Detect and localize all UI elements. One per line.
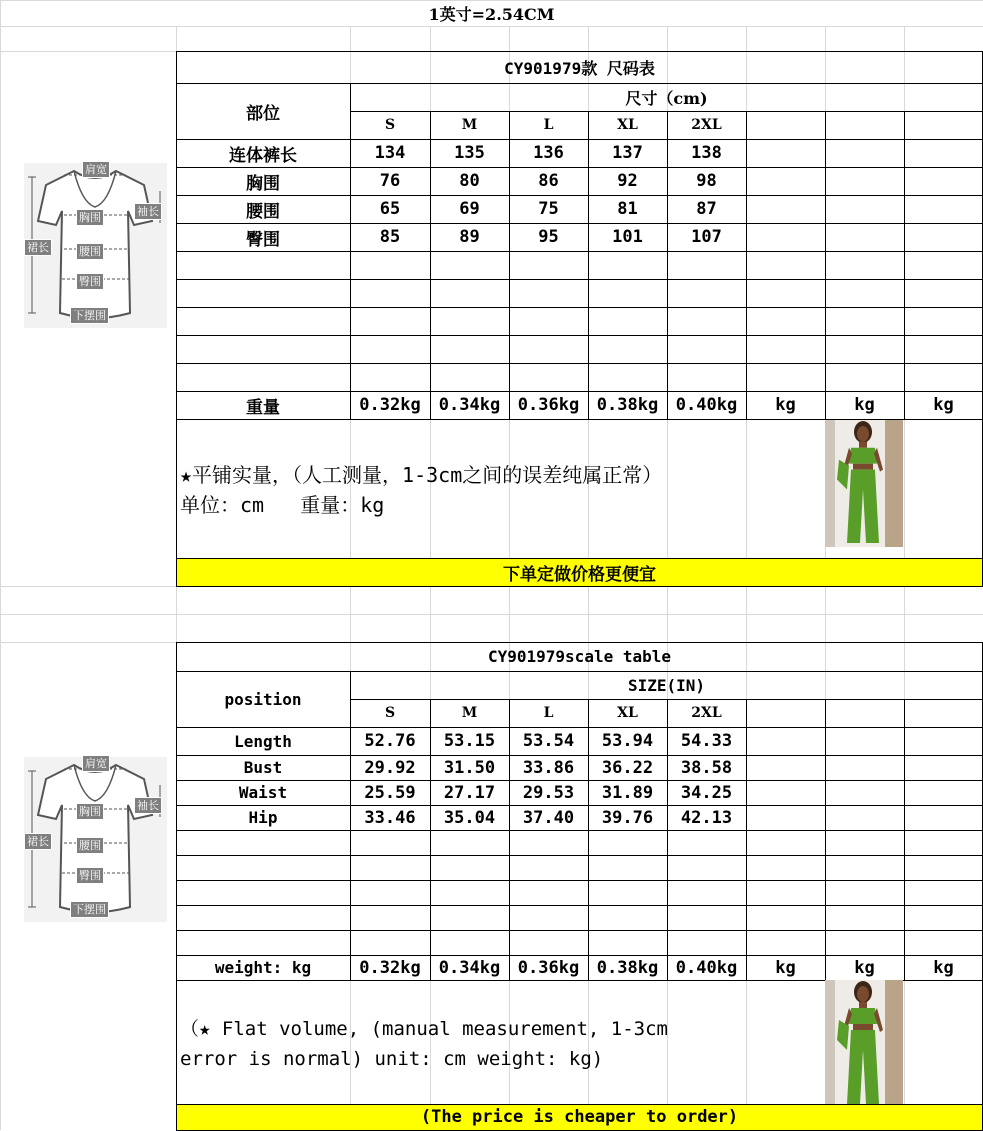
in-table-cell: 31.89 <box>601 782 654 803</box>
cm-table-note-line2: 单位：cm 重量：kg <box>180 493 385 517</box>
in-table-cell: 52.76 <box>364 731 416 751</box>
cm-table-cell: 69 <box>459 199 480 219</box>
cm-table-note-line1: ★平铺实量，（人工测量，1-3cm之间的误差纯属正常） <box>180 463 663 487</box>
in-table-note-line2: error is normal) unit: cm weight: kg) <box>180 1048 604 1070</box>
cm-table-size-xl: XL <box>617 117 638 133</box>
cm-table-size-s: S <box>384 117 396 133</box>
diagram-label: 腰围 <box>76 243 104 260</box>
in-table-weight-cell: 0.40kg <box>675 957 738 978</box>
diagram-label: 胸围 <box>76 803 104 820</box>
cm-table-row-label: 臀围 <box>246 229 280 250</box>
in-table-product-photo <box>825 980 903 1108</box>
cm-table-cell: 87 <box>696 199 717 219</box>
cm-table-footer: 下单定做价格更便宜 <box>503 564 656 585</box>
in-table-rule <box>825 699 826 980</box>
in-table-cell: 36.22 <box>601 757 654 778</box>
cm-table-cell: 138 <box>691 143 722 163</box>
cm-table-cell: 107 <box>691 227 722 247</box>
cm-table-cell: 89 <box>459 227 480 247</box>
in-table-weight-cell: kg <box>933 957 954 978</box>
cm-table-cell: 80 <box>459 171 480 191</box>
in-table-cell: 27.17 <box>443 782 496 803</box>
cm-table-part-header: 部位 <box>246 103 280 124</box>
diagram-label: 肩宽 <box>82 755 110 772</box>
cm-table-rule <box>176 335 983 336</box>
in-table-size-s: S <box>384 705 396 721</box>
in-table-cell: 31.50 <box>443 757 496 778</box>
in-table-size-header: SIZE(IN) <box>627 675 706 695</box>
in-table-weight-cell: kg <box>854 957 875 978</box>
diagram-label: 臀围 <box>76 867 104 884</box>
cm-table-rule <box>746 111 747 419</box>
cm-table-cell: 134 <box>374 143 406 163</box>
cm-table-product-photo <box>825 420 903 547</box>
in-table-weight-cell: 0.32kg <box>359 957 421 978</box>
cm-table-row-label: 腰围 <box>246 201 280 222</box>
in-table-cell: 29.92 <box>364 757 416 778</box>
cm-table-row-label: 连体裤长 <box>229 145 297 166</box>
diagram-label: 下摆围 <box>70 307 109 324</box>
in-table-rule <box>176 905 983 906</box>
cm-table-rule <box>825 111 826 419</box>
cm-table-row-label: 胸围 <box>246 173 280 194</box>
cm-table-weight-cell: 0.38kg <box>596 395 659 415</box>
in-table-rule <box>904 699 905 980</box>
cm-table-size-l: L <box>543 117 554 133</box>
cm-table-cell: 101 <box>612 227 643 247</box>
in-table-cell: 42.13 <box>680 807 733 828</box>
in-table-cell: 54.33 <box>680 731 733 751</box>
in-table-size-xl: XL <box>617 705 638 721</box>
cm-table-weight-cell: kg <box>854 395 875 415</box>
cm-table-cell: 85 <box>379 227 401 247</box>
cm-garment-diagram <box>24 163 167 328</box>
in-table-cell: 37.40 <box>522 807 575 828</box>
cm-table-cell: 95 <box>538 227 559 247</box>
cm-table-weight-cell: 0.32kg <box>359 395 421 415</box>
model-image <box>825 420 903 547</box>
cm-table-note <box>180 460 820 520</box>
cm-table-weight-label: 重量 <box>246 397 280 418</box>
diagram-label: 臀围 <box>76 273 104 290</box>
in-table-cell: 39.76 <box>601 807 654 828</box>
diagram-label: 腰围 <box>76 837 104 854</box>
cm-table-rule <box>176 251 983 252</box>
gridline <box>0 614 983 615</box>
in-table-weight-cell: 0.34kg <box>438 957 501 978</box>
in-table-note-line1: （★ Flat volume, (manual measurement, 1-3cm <box>180 1018 668 1040</box>
cm-table-rule <box>176 363 983 364</box>
cm-table-cell: 76 <box>379 171 401 191</box>
in-table-row-label: Bust <box>243 758 283 777</box>
in-garment-diagram <box>24 757 167 922</box>
in-table-row-label: Hip <box>248 808 278 827</box>
in-table-size-m: M <box>461 705 478 721</box>
in-table-row-label: Length <box>234 731 292 751</box>
in-table-cell: 53.94 <box>601 731 654 751</box>
in-table-cell: 53.15 <box>443 731 496 751</box>
in-table-weight-cell: kg <box>775 957 796 978</box>
gridline <box>0 0 1 1130</box>
conversion-note: 1英寸=2.54CM <box>428 4 555 24</box>
in-table-size-2xl: 2XL <box>691 705 722 721</box>
in-table-cell: 29.53 <box>522 782 575 803</box>
in-table-weight-cell: 0.36kg <box>517 957 580 978</box>
in-table-weight-cell: 0.38kg <box>596 957 659 978</box>
in-table-cell: 33.86 <box>522 757 575 778</box>
in-table-part-header: position <box>224 689 302 709</box>
cm-table-rule <box>176 307 983 308</box>
in-table-title: CY901979scale table <box>487 647 672 666</box>
cm-table-cell: 92 <box>617 171 638 191</box>
diagram-label: 肩宽 <box>82 161 110 178</box>
cm-table-size-2xl: 2XL <box>691 117 722 133</box>
diagram-label: 袖长 <box>134 203 162 220</box>
diagram-label: 胸围 <box>76 209 104 226</box>
cm-table-size-m: M <box>461 117 478 133</box>
in-table-size-l: L <box>543 705 554 721</box>
model-image <box>825 980 903 1108</box>
cm-table-size-header: 尺寸（cm) <box>625 88 708 108</box>
diagram-label: 裙长 <box>24 833 52 850</box>
cm-table-cell: 75 <box>538 199 559 219</box>
in-table-footer: (The price is cheaper to order) <box>420 1107 739 1127</box>
diagram-label: 下摆围 <box>70 901 109 918</box>
cm-table-border <box>176 586 983 587</box>
in-table-rule <box>746 699 747 980</box>
cm-table-cell: 86 <box>538 171 559 191</box>
in-table-rule <box>176 855 983 856</box>
cm-table-rule <box>904 111 905 419</box>
cm-table-cell: 135 <box>454 143 485 163</box>
cm-table-cell: 136 <box>533 143 564 163</box>
in-table-row-label: Waist <box>238 783 288 802</box>
cm-table-weight-cell: 0.36kg <box>517 395 580 415</box>
cm-table-weight-cell: 0.40kg <box>675 395 738 415</box>
in-table-cell: 33.46 <box>364 807 416 828</box>
diagram-label: 袖长 <box>134 797 162 814</box>
in-table-cell: 38.58 <box>680 757 733 778</box>
cm-table-weight-cell: 0.34kg <box>438 395 501 415</box>
cm-table-title: CY901979款 尺码表 <box>504 58 655 78</box>
in-table-rule <box>176 930 983 931</box>
in-table-cell: 34.25 <box>680 782 733 803</box>
in-table-rule <box>176 830 983 831</box>
cm-table-cell: 65 <box>379 199 401 219</box>
in-table-weight-label: weight: kg <box>214 958 312 977</box>
cm-table-weight-cell: kg <box>933 395 954 415</box>
gridline <box>0 26 983 27</box>
in-table-rule <box>176 880 983 881</box>
in-table-cell: 53.54 <box>522 731 575 751</box>
in-table-note <box>180 1014 820 1074</box>
diagram-label: 裙长 <box>24 239 52 256</box>
cm-table-rule <box>176 279 983 280</box>
in-table-cell: 35.04 <box>443 807 496 828</box>
cm-table-cell: 98 <box>696 171 717 191</box>
in-table-cell: 25.59 <box>364 782 416 803</box>
cm-table-cell: 81 <box>617 199 638 219</box>
cm-table-cell: 137 <box>612 143 643 163</box>
cm-table-weight-cell: kg <box>775 395 796 415</box>
